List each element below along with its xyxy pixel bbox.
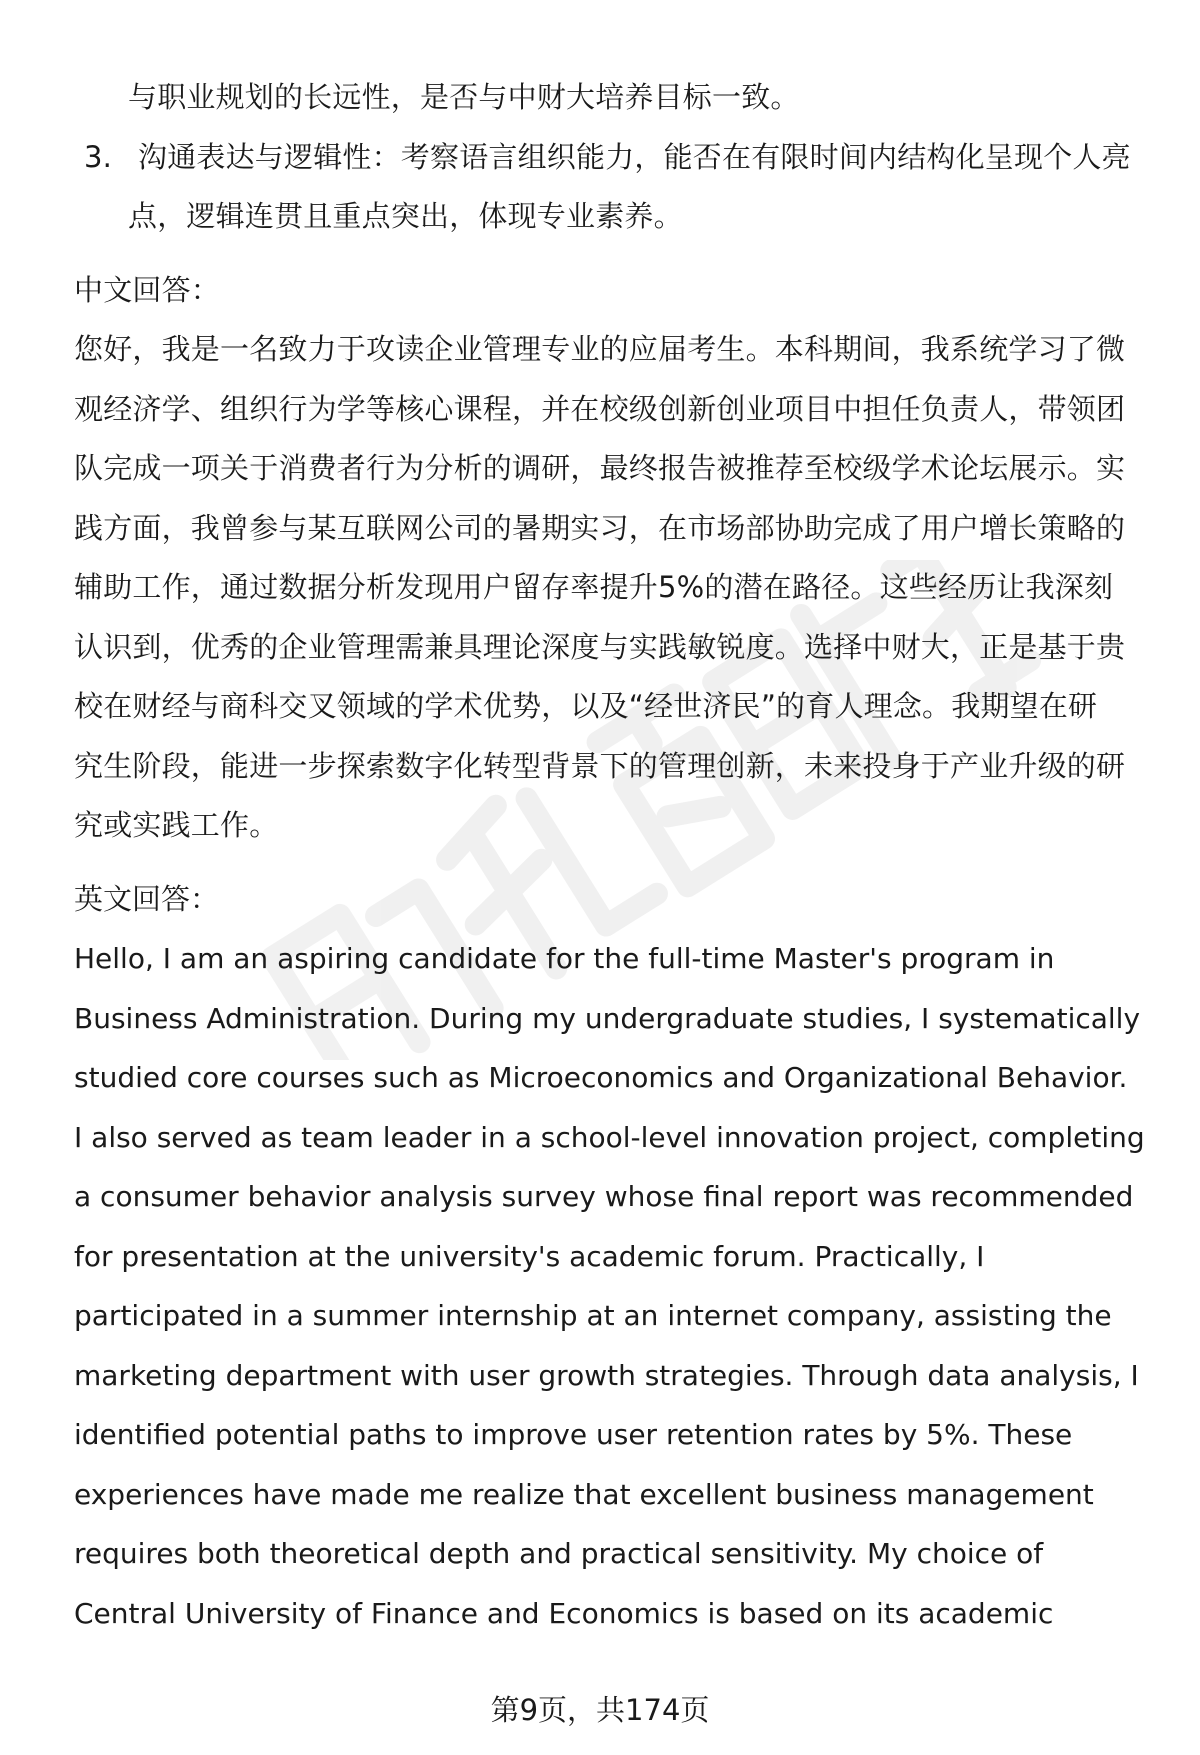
chinese-answer-line: 校在财经与商科交叉领域的学术优势，以及“经世济民”的育人理念。我期望在研 bbox=[74, 689, 1098, 723]
list-item-3-line-2: 点，逻辑连贯且重点突出，体现专业素养。 bbox=[128, 199, 683, 233]
chinese-answer-line: 究或实践工作。 bbox=[74, 808, 279, 842]
list-item-3-number: 3. bbox=[84, 139, 113, 174]
chinese-answer-line: 队完成一项关于消费者行为分析的调研，最终报告被推荐至校级学术论坛展示。实 bbox=[74, 451, 1126, 485]
english-answer-line: participated in a summer internship at an internet company, assisting the bbox=[74, 1299, 1112, 1332]
chinese-answer-line: 您好，我是一名致力于攻读企业管理专业的应届考生。本科期间，我系统学习了微 bbox=[74, 332, 1126, 366]
section-gap bbox=[74, 856, 1154, 870]
english-answer-line: a consumer behavior analysis survey whose final report was recommended bbox=[74, 1180, 1134, 1213]
list-item-3-line-1 bbox=[74, 128, 1154, 188]
english-answer-line: requires both theoretical depth and practical sensitivity. My choice of bbox=[74, 1537, 1044, 1570]
english-answer-line: Business Administration. During my undergraduate studies, I systematically bbox=[74, 1001, 1141, 1035]
english-answer-line: I also served as team leader in a school-level innovation project, completing bbox=[74, 1120, 1145, 1154]
english-answer-heading: 英文回答： bbox=[74, 881, 220, 916]
chinese-answer-line: 认识到，优秀的企业管理需兼具理论深度与实践敏锐度。选择中财大，正是基于贵 bbox=[74, 629, 1126, 664]
english-answer-line: studied core courses such as Microeconomics and Organizational Behavior. bbox=[74, 1061, 1128, 1094]
chinese-answer-line: 观经济学、组织行为学等核心课程，并在校级创新创业项目中担任负责人，带领团 bbox=[74, 391, 1126, 426]
english-answer-line: identified potential paths to improve user retention rates by 5%. These bbox=[74, 1418, 1073, 1451]
page-content bbox=[74, 68, 1154, 1643]
english-answer-line: for presentation at the university's academic forum. Practically, I bbox=[74, 1239, 985, 1273]
list-item-3-text: 沟通表达与逻辑性：考察语言组织能力，能否在有限时间内结构化呈现个人亮 bbox=[138, 139, 1131, 174]
english-answer-section bbox=[74, 870, 1154, 1644]
chinese-answer-line: 辅助工作，通过数据分析发现用户留存率提升5%的潜在路径。这些经历让我深刻 bbox=[74, 570, 1114, 604]
english-answer-line: marketing department with user growth strategies. Through data analysis, I bbox=[74, 1358, 1139, 1392]
section-gap bbox=[74, 247, 1154, 261]
chinese-answer-heading: 中文回答： bbox=[74, 272, 221, 307]
chinese-answer-line: 究生阶段，能进一步探索数字化转型背景下的管理创新，未来投身于产业升级的研 bbox=[74, 748, 1126, 783]
list-item-2-continuation: 与职业规划的长远性，是否与中财大培养目标一致。 bbox=[128, 80, 800, 114]
english-answer-line: Hello, I am an aspiring candidate for the full-time Master's program in bbox=[74, 942, 1055, 975]
chinese-answer-line: 践方面，我曾参与某互联网公司的暑期实习，在市场部协助完成了用户增长策略的 bbox=[74, 510, 1126, 545]
page-number-footer: 第9页，共174页 bbox=[490, 1693, 710, 1727]
english-answer-line: Central University of Finance and Economics is based on its academic bbox=[74, 1596, 1054, 1630]
english-answer-line: experiences have made me realize that excellent business management bbox=[74, 1477, 1094, 1511]
